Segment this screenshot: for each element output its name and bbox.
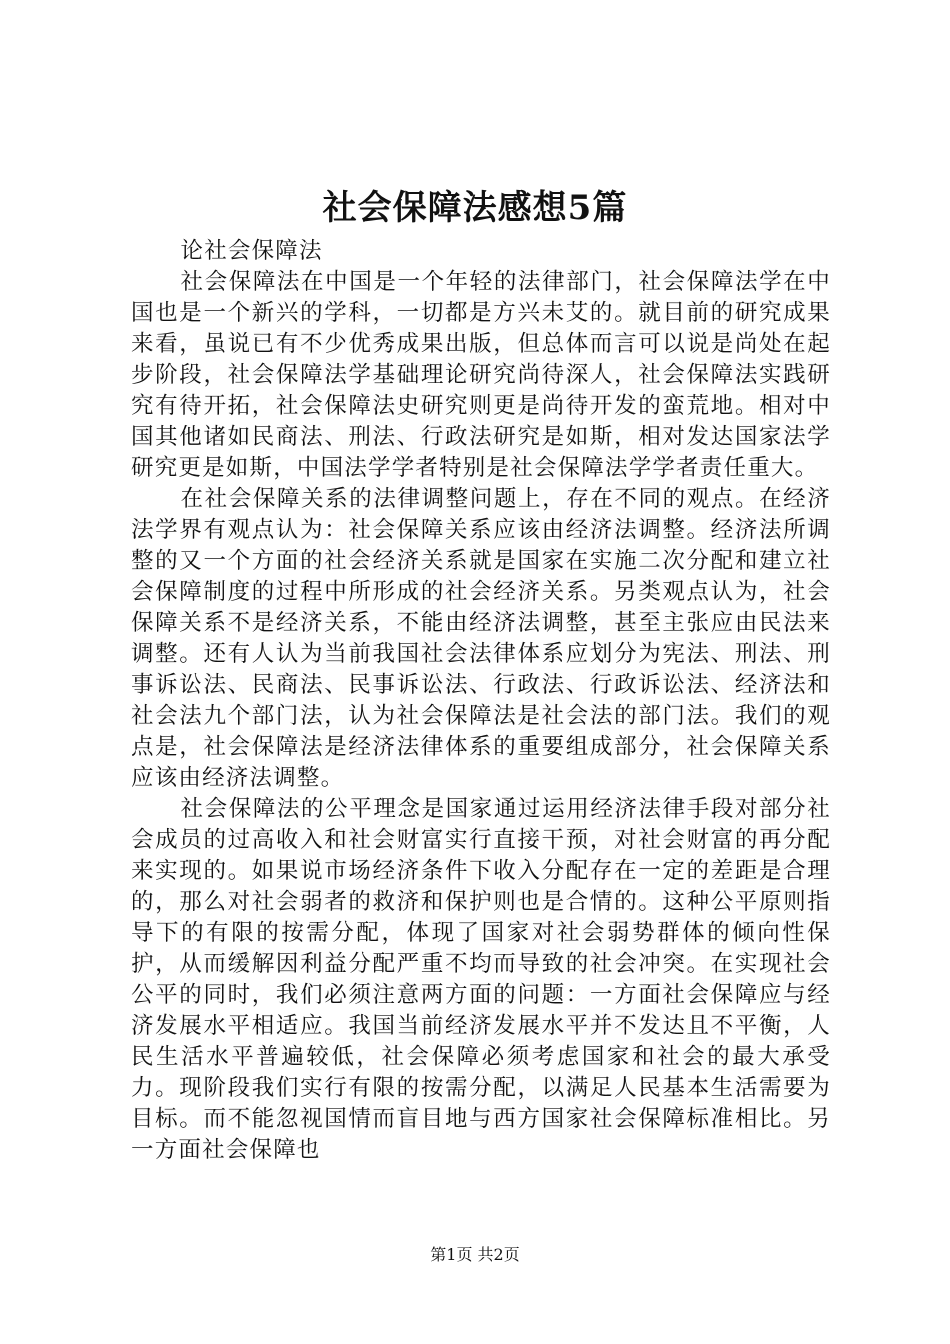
section-heading: 论社会保障法 xyxy=(180,238,323,264)
page-footer: 第1页 共2页 xyxy=(430,1245,520,1264)
paragraph-1: 社会保障法在中国是一个年轻的法律部门，社会保障法学在中国也是一个新兴的学科，一切都是方兴未艾的。就目前的研究成果来看，虽说已有不少优秀成果出版，但总体而言可以说是尚处在起步阶段，社会保障法学基础理论研究尚待深人，社会保障法实践研究有待开拓，社会保障法史研究则更是尚待开发的蛮荒地。相对中国其他诸如民商法、刑法、行政法研究是如斯，相对发达国家法学研究更是如斯，中国法学学者特别是社会保障法学学者责任重大。 xyxy=(131,269,831,481)
document-body xyxy=(131,236,831,1166)
document-title: 社会保障法感想5篇 xyxy=(322,188,628,228)
paragraph-3: 社会保障法的公平理念是国家通过运用经济法律手段对部分社会成员的过高收入和社会财富实行直接干预，对社会财富的再分配来实现的。如果说市场经济条件下收入分配存在一定的差距是合理的，那么对社会弱者的救济和保护则也是合情的。这种公平原则指导下的有限的按需分配，体现了国家对社会弱势群体的倾向性保护，从而缓解因利益分配严重不均而导致的社会冲突。在实现社会公平的同时，我们必须注意两方面的问题：一方面社会保障应与经济发展水平相适应。我国当前经济发展水平并不发达且不平衡，人民生活水平普遍较低，社会保障必须考虑国家和社会的最大承受力。现阶段我们实行有限的按需分配，以满足人民基本生活需要为目标。而不能忽视国情而盲目地与西方国家社会保障标准相比。另一方面社会保障也 xyxy=(131,796,831,1163)
paragraph-2: 在社会保障关系的法律调整问题上，存在不同的观点。在经济法学界有观点认为：社会保障关系应该由经济法调整。经济法所调整的又一个方面的社会经济关系就是国家在实施二次分配和建立社会保障制度的过程中所形成的社会经济关系。另类观点认为，社会保障关系不是经济关系，不能由经济法调整，甚至主张应由民法来调整。还有人认为当前我国社会法律体系应划分为宪法、刑法、刑事诉讼法、民商法、民事诉讼法、行政法、行政诉讼法、经济法和社会法九个部门法，认为社会保障法是社会法的部门法。我们的观点是，社会保障法是经济法律体系的重要组成部分，社会保障关系应该由经济法调整。 xyxy=(131,486,831,791)
